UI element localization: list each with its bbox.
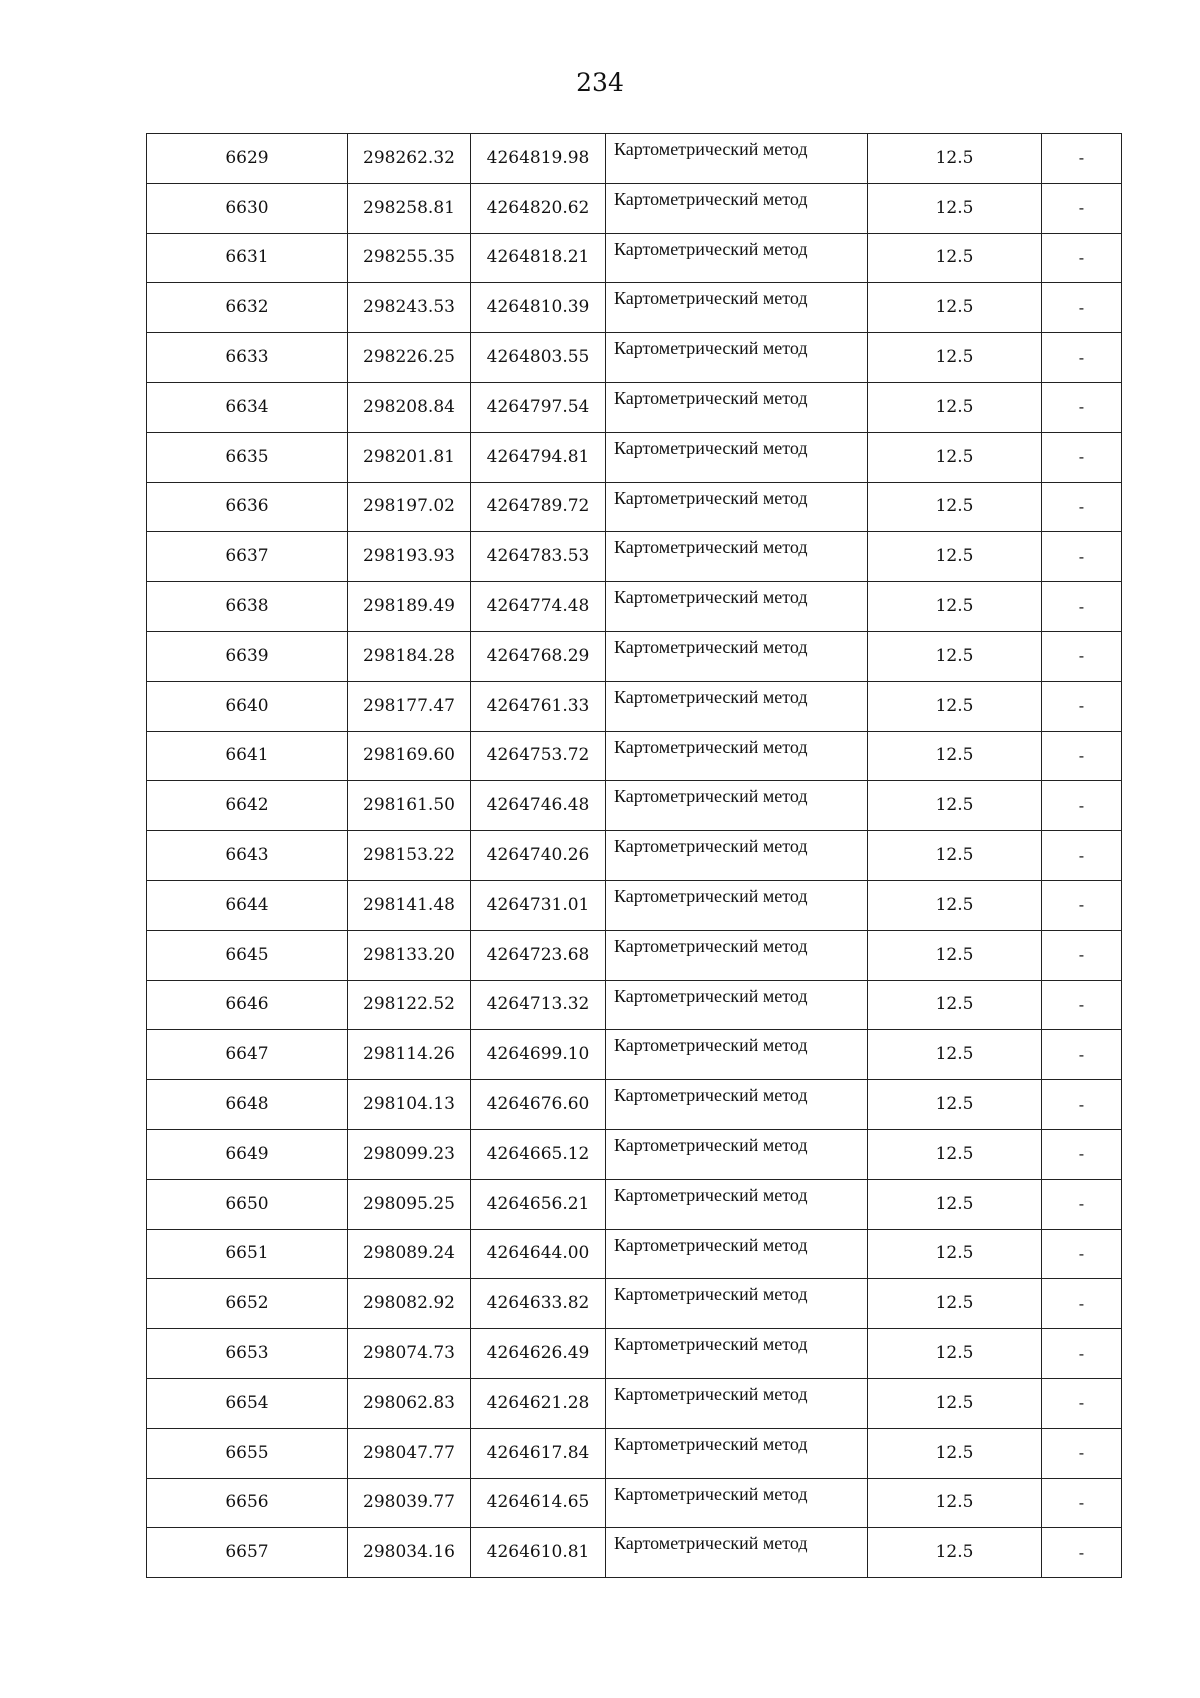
note-cell: - (1042, 432, 1122, 482)
y-coordinate-cell: 4264621.28 (471, 1378, 606, 1428)
point-number-cell: 6644 (147, 880, 348, 930)
accuracy-cell: 12.5 (868, 831, 1042, 881)
table-row (147, 382, 1122, 432)
method-cell: Картометрический метод (606, 1229, 868, 1279)
accuracy-cell: 12.5 (868, 930, 1042, 980)
y-coordinate-cell: 4264713.32 (471, 980, 606, 1030)
x-coordinate-cell: 298177.47 (348, 681, 471, 731)
y-coordinate-cell: 4264746.48 (471, 781, 606, 831)
y-coordinate-cell: 4264723.68 (471, 930, 606, 980)
note-cell: - (1042, 1428, 1122, 1478)
method-cell: Картометрический метод (606, 980, 868, 1030)
x-coordinate-cell: 298082.92 (348, 1279, 471, 1329)
x-coordinate-cell: 298255.35 (348, 233, 471, 283)
x-coordinate-cell: 298141.48 (348, 880, 471, 930)
table-row (147, 1080, 1122, 1130)
y-coordinate-cell: 4264656.21 (471, 1179, 606, 1229)
point-number-cell: 6650 (147, 1179, 348, 1229)
method-cell: Картометрический метод (606, 1179, 868, 1229)
point-number-cell: 6631 (147, 233, 348, 283)
point-number-cell: 6632 (147, 283, 348, 333)
y-coordinate-cell: 4264644.00 (471, 1229, 606, 1279)
accuracy-cell: 12.5 (868, 1030, 1042, 1080)
x-coordinate-cell: 298034.16 (348, 1528, 471, 1578)
method-cell: Картометрический метод (606, 681, 868, 731)
table-row (147, 681, 1122, 731)
accuracy-cell: 12.5 (868, 1428, 1042, 1478)
table-row (147, 1428, 1122, 1478)
table-row (147, 233, 1122, 283)
point-number-cell: 6629 (147, 134, 348, 184)
accuracy-cell: 12.5 (868, 1279, 1042, 1329)
accuracy-cell: 12.5 (868, 333, 1042, 383)
method-cell: Картометрический метод (606, 1279, 868, 1329)
method-cell: Картометрический метод (606, 1478, 868, 1528)
note-cell: - (1042, 1279, 1122, 1329)
note-cell: - (1042, 631, 1122, 681)
note-cell: - (1042, 1080, 1122, 1130)
point-number-cell: 6633 (147, 333, 348, 383)
method-cell: Картометрический метод (606, 1329, 868, 1379)
point-number-cell: 6636 (147, 482, 348, 532)
table-row (147, 432, 1122, 482)
method-cell: Картометрический метод (606, 183, 868, 233)
table-row (147, 731, 1122, 781)
accuracy-cell: 12.5 (868, 183, 1042, 233)
x-coordinate-cell: 298153.22 (348, 831, 471, 881)
point-number-cell: 6646 (147, 980, 348, 1030)
accuracy-cell: 12.5 (868, 134, 1042, 184)
x-coordinate-cell: 298184.28 (348, 631, 471, 681)
method-cell: Картометрический метод (606, 1030, 868, 1080)
method-cell: Картометрический метод (606, 482, 868, 532)
table-row (147, 930, 1122, 980)
note-cell: - (1042, 1329, 1122, 1379)
method-cell: Картометрический метод (606, 781, 868, 831)
table-row (147, 1030, 1122, 1080)
y-coordinate-cell: 4264774.48 (471, 582, 606, 632)
x-coordinate-cell: 298074.73 (348, 1329, 471, 1379)
x-coordinate-cell: 298099.23 (348, 1129, 471, 1179)
method-cell: Картометрический метод (606, 283, 868, 333)
y-coordinate-cell: 4264794.81 (471, 432, 606, 482)
point-number-cell: 6641 (147, 731, 348, 781)
accuracy-cell: 12.5 (868, 532, 1042, 582)
accuracy-cell: 12.5 (868, 1129, 1042, 1179)
note-cell: - (1042, 382, 1122, 432)
note-cell: - (1042, 1528, 1122, 1578)
x-coordinate-cell: 298089.24 (348, 1229, 471, 1279)
note-cell: - (1042, 532, 1122, 582)
table-row (147, 980, 1122, 1030)
point-number-cell: 6657 (147, 1528, 348, 1578)
y-coordinate-cell: 4264810.39 (471, 283, 606, 333)
note-cell: - (1042, 1179, 1122, 1229)
note-cell: - (1042, 183, 1122, 233)
note-cell: - (1042, 1030, 1122, 1080)
accuracy-cell: 12.5 (868, 1528, 1042, 1578)
x-coordinate-cell: 298262.32 (348, 134, 471, 184)
x-coordinate-cell: 298095.25 (348, 1179, 471, 1229)
y-coordinate-cell: 4264789.72 (471, 482, 606, 532)
x-coordinate-cell: 298114.26 (348, 1030, 471, 1080)
point-number-cell: 6634 (147, 382, 348, 432)
method-cell: Картометрический метод (606, 831, 868, 881)
table-row (147, 781, 1122, 831)
point-number-cell: 6655 (147, 1428, 348, 1478)
y-coordinate-cell: 4264614.65 (471, 1478, 606, 1528)
note-cell: - (1042, 781, 1122, 831)
y-coordinate-cell: 4264740.26 (471, 831, 606, 881)
y-coordinate-cell: 4264803.55 (471, 333, 606, 383)
point-number-cell: 6653 (147, 1329, 348, 1379)
note-cell: - (1042, 1229, 1122, 1279)
accuracy-cell: 12.5 (868, 880, 1042, 930)
y-coordinate-cell: 4264633.82 (471, 1279, 606, 1329)
accuracy-cell: 12.5 (868, 482, 1042, 532)
x-coordinate-cell: 298039.77 (348, 1478, 471, 1528)
accuracy-cell: 12.5 (868, 582, 1042, 632)
method-cell: Картометрический метод (606, 333, 868, 383)
table-row (147, 134, 1122, 184)
method-cell: Картометрический метод (606, 432, 868, 482)
table-row (147, 1378, 1122, 1428)
point-number-cell: 6635 (147, 432, 348, 482)
note-cell: - (1042, 980, 1122, 1030)
table-row (147, 532, 1122, 582)
note-cell: - (1042, 1129, 1122, 1179)
y-coordinate-cell: 4264665.12 (471, 1129, 606, 1179)
accuracy-cell: 12.5 (868, 731, 1042, 781)
note-cell: - (1042, 134, 1122, 184)
point-number-cell: 6630 (147, 183, 348, 233)
point-number-cell: 6639 (147, 631, 348, 681)
method-cell: Картометрический метод (606, 631, 868, 681)
accuracy-cell: 12.5 (868, 283, 1042, 333)
y-coordinate-cell: 4264753.72 (471, 731, 606, 781)
accuracy-cell: 12.5 (868, 1080, 1042, 1130)
x-coordinate-cell: 298201.81 (348, 432, 471, 482)
x-coordinate-cell: 298169.60 (348, 731, 471, 781)
table-row (147, 183, 1122, 233)
method-cell: Картометрический метод (606, 532, 868, 582)
y-coordinate-cell: 4264820.62 (471, 183, 606, 233)
accuracy-cell: 12.5 (868, 432, 1042, 482)
method-cell: Картометрический метод (606, 1080, 868, 1130)
note-cell: - (1042, 1378, 1122, 1428)
x-coordinate-cell: 298258.81 (348, 183, 471, 233)
x-coordinate-cell: 298189.49 (348, 582, 471, 632)
y-coordinate-cell: 4264610.81 (471, 1528, 606, 1578)
accuracy-cell: 12.5 (868, 1378, 1042, 1428)
table-row (147, 1478, 1122, 1528)
table-row (147, 283, 1122, 333)
method-cell: Картометрический метод (606, 1528, 868, 1578)
table-row (147, 831, 1122, 881)
x-coordinate-cell: 298161.50 (348, 781, 471, 831)
point-number-cell: 6649 (147, 1129, 348, 1179)
note-cell: - (1042, 930, 1122, 980)
point-number-cell: 6637 (147, 532, 348, 582)
note-cell: - (1042, 831, 1122, 881)
y-coordinate-cell: 4264617.84 (471, 1428, 606, 1478)
point-number-cell: 6645 (147, 930, 348, 980)
x-coordinate-cell: 298208.84 (348, 382, 471, 432)
method-cell: Картометрический метод (606, 382, 868, 432)
table-row (147, 631, 1122, 681)
y-coordinate-cell: 4264783.53 (471, 532, 606, 582)
x-coordinate-cell: 298243.53 (348, 283, 471, 333)
accuracy-cell: 12.5 (868, 681, 1042, 731)
point-number-cell: 6643 (147, 831, 348, 881)
y-coordinate-cell: 4264731.01 (471, 880, 606, 930)
point-number-cell: 6642 (147, 781, 348, 831)
note-cell: - (1042, 333, 1122, 383)
accuracy-cell: 12.5 (868, 631, 1042, 681)
table-row (147, 1329, 1122, 1379)
x-coordinate-cell: 298197.02 (348, 482, 471, 532)
point-number-cell: 6648 (147, 1080, 348, 1130)
point-number-cell: 6656 (147, 1478, 348, 1528)
y-coordinate-cell: 4264819.98 (471, 134, 606, 184)
table-row (147, 1179, 1122, 1229)
point-number-cell: 6647 (147, 1030, 348, 1080)
x-coordinate-cell: 298133.20 (348, 930, 471, 980)
coordinates-table (146, 133, 1122, 1578)
accuracy-cell: 12.5 (868, 1229, 1042, 1279)
x-coordinate-cell: 298122.52 (348, 980, 471, 1030)
y-coordinate-cell: 4264676.60 (471, 1080, 606, 1130)
note-cell: - (1042, 283, 1122, 333)
y-coordinate-cell: 4264768.29 (471, 631, 606, 681)
page-number: 234 (576, 68, 624, 97)
table-row (147, 1528, 1122, 1578)
accuracy-cell: 12.5 (868, 233, 1042, 283)
accuracy-cell: 12.5 (868, 1478, 1042, 1528)
method-cell: Картометрический метод (606, 731, 868, 781)
note-cell: - (1042, 582, 1122, 632)
x-coordinate-cell: 298047.77 (348, 1428, 471, 1478)
point-number-cell: 6654 (147, 1378, 348, 1428)
method-cell: Картометрический метод (606, 1129, 868, 1179)
accuracy-cell: 12.5 (868, 980, 1042, 1030)
point-number-cell: 6652 (147, 1279, 348, 1329)
x-coordinate-cell: 298193.93 (348, 532, 471, 582)
table-row (147, 1229, 1122, 1279)
y-coordinate-cell: 4264699.10 (471, 1030, 606, 1080)
note-cell: - (1042, 1478, 1122, 1528)
note-cell: - (1042, 482, 1122, 532)
x-coordinate-cell: 298062.83 (348, 1378, 471, 1428)
y-coordinate-cell: 4264818.21 (471, 233, 606, 283)
point-number-cell: 6651 (147, 1229, 348, 1279)
point-number-cell: 6638 (147, 582, 348, 632)
table-row (147, 582, 1122, 632)
point-number-cell: 6640 (147, 681, 348, 731)
accuracy-cell: 12.5 (868, 382, 1042, 432)
accuracy-cell: 12.5 (868, 1179, 1042, 1229)
coordinates-table-body (147, 134, 1122, 1578)
table-row (147, 1129, 1122, 1179)
method-cell: Картометрический метод (606, 134, 868, 184)
note-cell: - (1042, 681, 1122, 731)
method-cell: Картометрический метод (606, 1428, 868, 1478)
accuracy-cell: 12.5 (868, 1329, 1042, 1379)
note-cell: - (1042, 880, 1122, 930)
table-row (147, 1279, 1122, 1329)
method-cell: Картометрический метод (606, 582, 868, 632)
y-coordinate-cell: 4264626.49 (471, 1329, 606, 1379)
note-cell: - (1042, 731, 1122, 781)
accuracy-cell: 12.5 (868, 781, 1042, 831)
x-coordinate-cell: 298226.25 (348, 333, 471, 383)
method-cell: Картометрический метод (606, 880, 868, 930)
table-row (147, 482, 1122, 532)
method-cell: Картометрический метод (606, 930, 868, 980)
x-coordinate-cell: 298104.13 (348, 1080, 471, 1130)
y-coordinate-cell: 4264797.54 (471, 382, 606, 432)
method-cell: Картометрический метод (606, 233, 868, 283)
note-cell: - (1042, 233, 1122, 283)
method-cell: Картометрический метод (606, 1378, 868, 1428)
table-row (147, 333, 1122, 383)
y-coordinate-cell: 4264761.33 (471, 681, 606, 731)
table-row (147, 880, 1122, 930)
